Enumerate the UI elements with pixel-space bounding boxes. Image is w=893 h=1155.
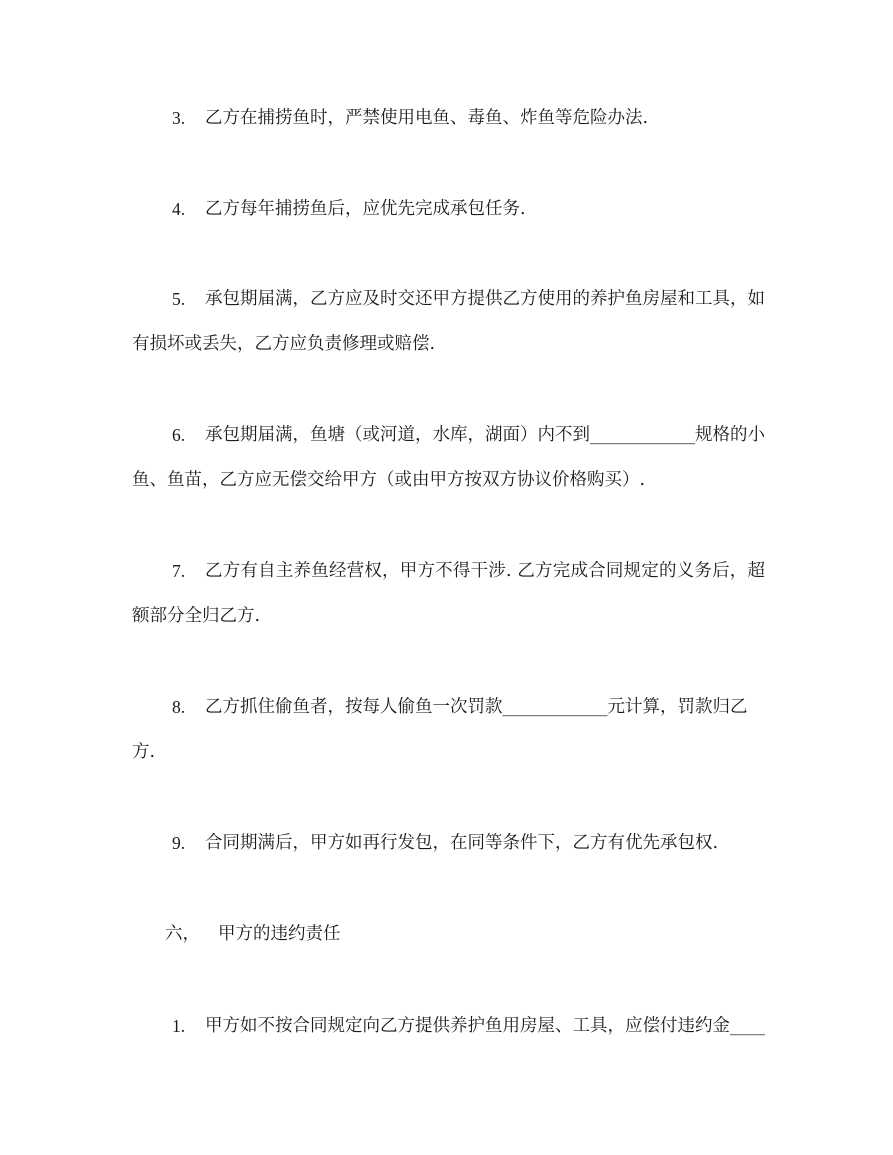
clause-text: 承包期届满，乙方应及时交还甲方提供乙方使用的养护鱼房屋和工具，如: [205, 289, 765, 309]
clause-number: 7.: [172, 561, 186, 581]
clause-number: 9.: [172, 833, 186, 853]
clause-text: 乙方有自主养鱼经营权，甲方不得干涉. 乙方完成合同规定的义务后，超: [205, 561, 765, 581]
clause-9: [0, 832, 893, 854]
clause-number: 1.: [172, 1016, 186, 1036]
section-title: 甲方的违约责任: [218, 924, 341, 944]
clause-number: 4.: [172, 199, 186, 219]
clause-4: [0, 198, 893, 220]
clause-number: 6.: [172, 425, 186, 445]
clause-text-continuation: 额部分全归乙方.: [132, 606, 261, 626]
section-heading: [0, 923, 893, 945]
clause-text: 承包期届满，鱼塘（或河道，水库，湖面）内不到____________规格的小: [205, 425, 765, 445]
clause-text: 合同期满后，甲方如再行发包，在同等条件下，乙方有优先承包权.: [205, 833, 719, 853]
section-clause-1: [0, 1015, 893, 1037]
clause-5-continuation: [0, 333, 893, 355]
clause-7: [0, 560, 893, 582]
clause-number: 5.: [172, 289, 186, 309]
clause-8: [0, 696, 893, 718]
clause-3: [0, 107, 893, 129]
clause-number: 3.: [172, 108, 186, 128]
clause-8-continuation: [0, 741, 893, 763]
clause-text: 乙方每年捕捞鱼后，应优先完成承包任务.: [205, 199, 526, 219]
clause-5: [0, 288, 893, 310]
clause-6-continuation: [0, 469, 893, 491]
clause-text: 乙方抓住偷鱼者，按每人偷鱼一次罚款____________元计算，罚款归乙: [205, 697, 748, 717]
clause-number: 8.: [172, 697, 186, 717]
clause-text: 甲方如不按合同规定向乙方提供养护鱼用房屋、工具，应偿付违约金____: [205, 1016, 765, 1036]
clause-6: [0, 424, 893, 446]
clause-text: 乙方在捕捞鱼时，严禁使用电鱼、毒鱼、炸鱼等危险办法.: [205, 108, 649, 128]
clause-text-continuation: 方.: [132, 742, 156, 762]
clause-text-continuation: 有损坏或丢失，乙方应负责修理或赔偿.: [132, 334, 436, 354]
section-number: 六，: [165, 924, 200, 944]
clause-text-continuation: 鱼、鱼苗，乙方应无偿交给甲方（或由甲方按双方协议价格购买）.: [132, 470, 646, 490]
clause-7-continuation: [0, 605, 893, 627]
